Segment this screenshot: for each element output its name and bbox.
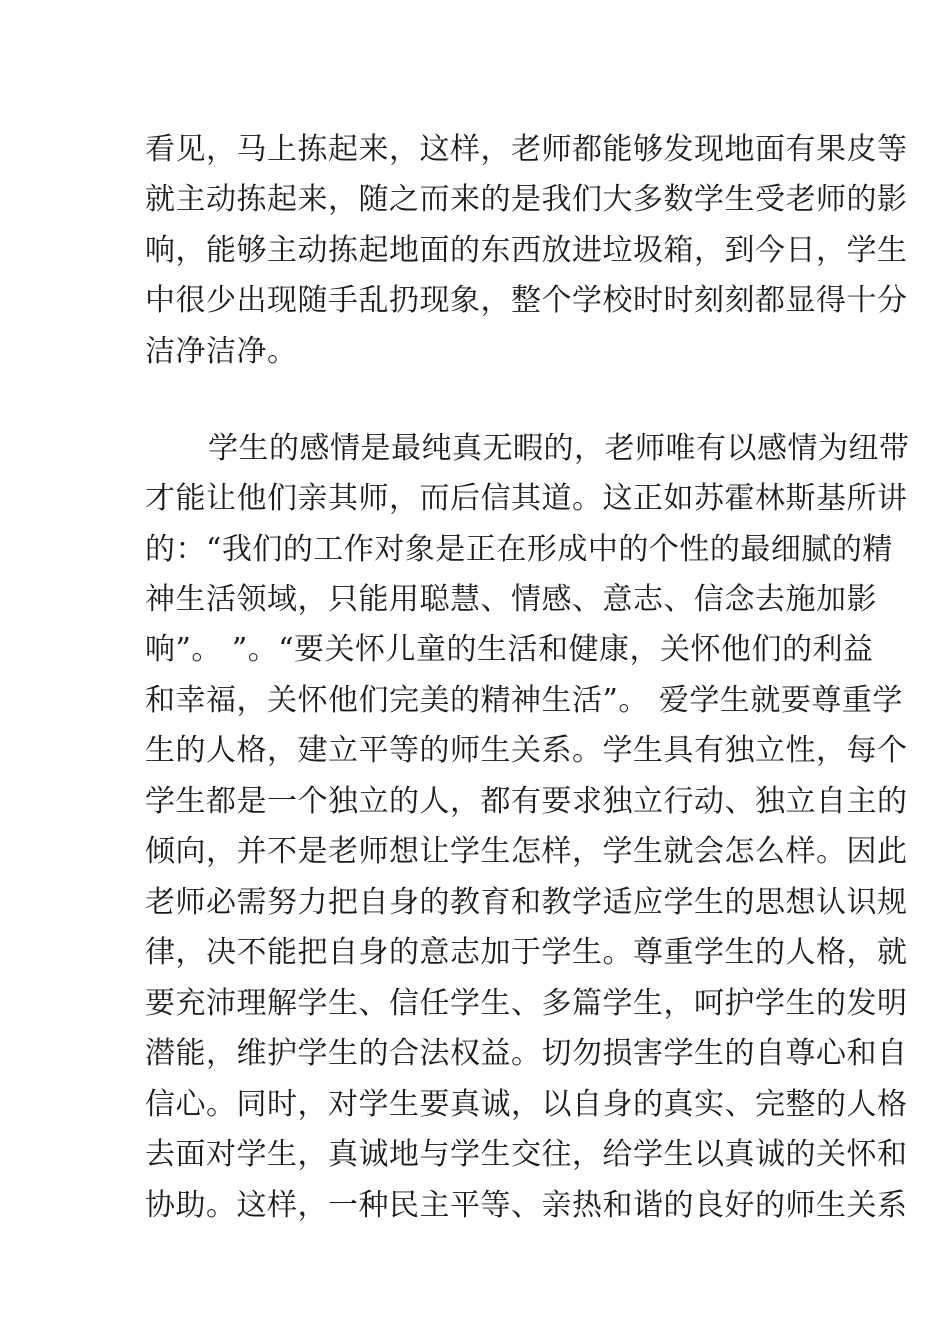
paragraph-2-line: 才能让他们亲其师，而后信其道。这正如苏霍林斯基所讲	[145, 481, 908, 516]
paragraph-2-line: 神生活领域，只能用聪慧、情感、意志、信念去施加影	[145, 582, 877, 617]
paragraph-2-line: 潜能，维护学生的合法权益。切勿损害学生的自尊心和自	[145, 1036, 908, 1071]
paragraph-1-line: 看见，马上拣起来，这样，老师都能够发现地面有果皮等	[145, 132, 908, 167]
paragraph-2-line: 老师必需努力把自身的教育和教学适应学生的思想认识规	[145, 885, 908, 920]
paragraph-2-line: 要充沛理解学生、信任学生、多篇学生，呵护学生的发明	[145, 986, 908, 1021]
paragraph-2-line: 学生都是一个独立的人，都有要求独立行动、独立自主的	[145, 784, 908, 819]
paragraph-2-line: 学生的感情是最纯真无暇的，老师唯有以感情为纽带	[208, 431, 910, 466]
paragraph-1-line: 洁净洁净。	[145, 334, 298, 369]
paragraph-1-line: 就主动拣起来，随之而来的是我们大多数学生受老师的影	[145, 182, 908, 217]
paragraph-2-line: 响”。 ”。“要关怀儿童的生活和健康，关怀他们的利益	[145, 632, 874, 667]
paragraph-2-line: 律，决不能把自身的意志加于学生。尊重学生的人格，就	[145, 935, 908, 970]
paragraph-1-line: 响，能够主动拣起地面的东西放进垃圾箱，到今日，学生	[145, 233, 908, 268]
paragraph-2-line: 去面对学生，真诚地与学生交往，给学生以真诚的关怀和	[145, 1137, 908, 1172]
paragraph-2-line: 信心。同时，对学生要真诚，以自身的真实、完整的人格	[145, 1087, 908, 1122]
paragraph-2-line: 倾向，并不是老师想让学生怎样，学生就会怎么样。因此	[145, 834, 908, 869]
paragraph-2-line: 协助。这样，一种民主平等、亲热和谐的良好的师生关系	[145, 1188, 908, 1223]
paragraph-2-line: 和幸福，关怀他们完美的精神生活”。 爱学生就要尊重学	[145, 683, 903, 718]
paragraph-2-line: 生的人格，建立平等的师生关系。学生具有独立性，每个	[145, 733, 908, 768]
paragraph-2-line: 的：“我们的工作对象是正在形成中的个性的最细腻的精	[145, 532, 893, 567]
paragraph-1-line: 中很少出现随手乱扔现象，整个学校时时刻刻都显得十分	[145, 283, 908, 318]
